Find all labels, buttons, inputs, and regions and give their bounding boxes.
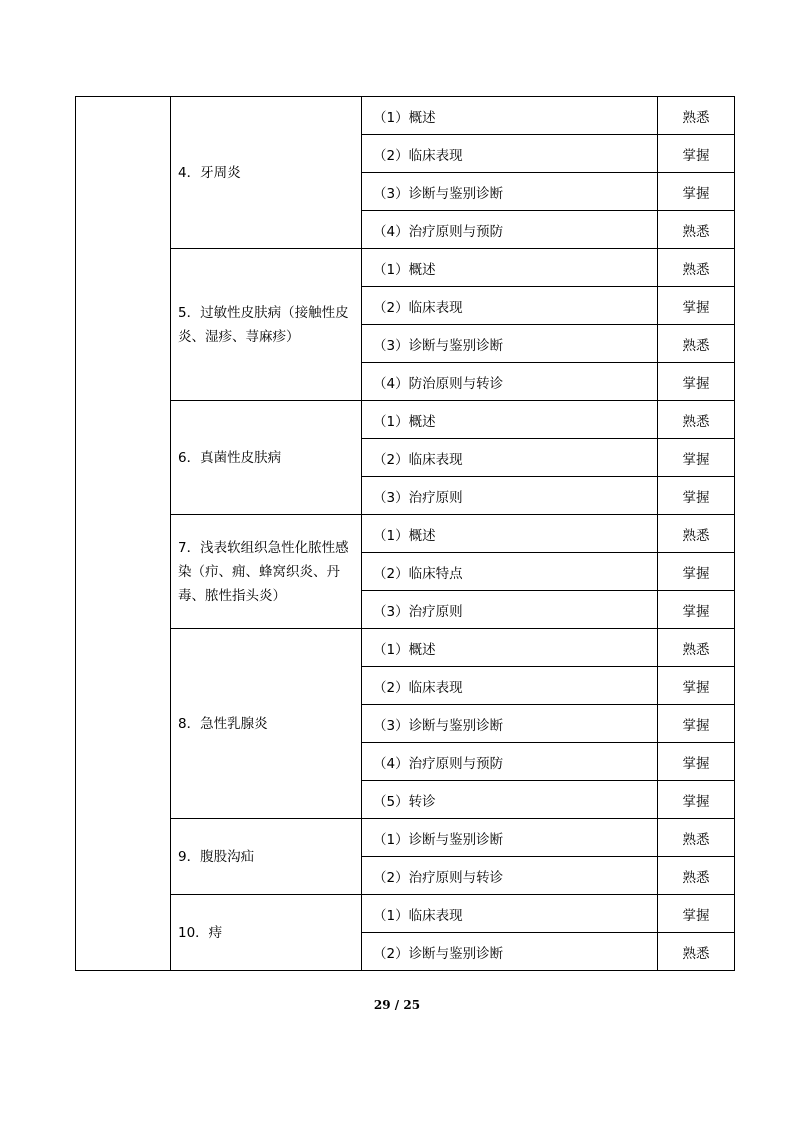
table-row bbox=[76, 629, 735, 667]
requirement-level-cell: 掌握 bbox=[658, 553, 735, 591]
requirement-level-cell: 掌握 bbox=[658, 591, 735, 629]
content-item-cell: （2）诊断与鉴别诊断 bbox=[362, 933, 658, 971]
content-item-cell: （3）治疗原则 bbox=[362, 477, 658, 515]
content-item-cell: （1）临床表现 bbox=[362, 895, 658, 933]
requirement-level-cell: 掌握 bbox=[658, 135, 735, 173]
topic-cell: 5．过敏性皮肤病（接触性皮炎、湿疹、荨麻疹） bbox=[171, 249, 362, 401]
table-row bbox=[76, 97, 735, 135]
syllabus-table bbox=[75, 96, 735, 971]
content-item-cell: （1）概述 bbox=[362, 249, 658, 287]
requirement-level-cell: 熟悉 bbox=[658, 819, 735, 857]
content-item-cell: （1）概述 bbox=[362, 629, 658, 667]
content-item-cell: （2）临床表现 bbox=[362, 667, 658, 705]
requirement-level-cell: 掌握 bbox=[658, 895, 735, 933]
content-item-cell: （2）临床表现 bbox=[362, 439, 658, 477]
topic-cell: 9．腹股沟疝 bbox=[171, 819, 362, 895]
content-item-cell: （2）治疗原则与转诊 bbox=[362, 857, 658, 895]
content-item-cell: （3）诊断与鉴别诊断 bbox=[362, 705, 658, 743]
topic-cell: 4．牙周炎 bbox=[171, 97, 362, 249]
content-item-cell: （4）治疗原则与预防 bbox=[362, 743, 658, 781]
content-item-cell: （1）诊断与鉴别诊断 bbox=[362, 819, 658, 857]
content-item-cell: （3）诊断与鉴别诊断 bbox=[362, 173, 658, 211]
content-item-cell: （2）临床表现 bbox=[362, 287, 658, 325]
table-row bbox=[76, 515, 735, 553]
requirement-level-cell: 熟悉 bbox=[658, 857, 735, 895]
requirement-level-cell: 熟悉 bbox=[658, 933, 735, 971]
content-item-cell: （2）临床表现 bbox=[362, 135, 658, 173]
requirement-level-cell: 掌握 bbox=[658, 477, 735, 515]
requirement-level-cell: 掌握 bbox=[658, 287, 735, 325]
table-row bbox=[76, 819, 735, 857]
requirement-level-cell: 掌握 bbox=[658, 439, 735, 477]
content-item-cell: （1）概述 bbox=[362, 401, 658, 439]
table-row bbox=[76, 401, 735, 439]
content-item-cell: （5）转诊 bbox=[362, 781, 658, 819]
table-row bbox=[76, 895, 735, 933]
requirement-level-cell: 熟悉 bbox=[658, 211, 735, 249]
requirement-level-cell: 掌握 bbox=[658, 743, 735, 781]
topic-cell: 7．浅表软组织急性化脓性感染（疖、痈、蜂窝织炎、丹毒、脓性指头炎） bbox=[171, 515, 362, 629]
requirement-level-cell: 掌握 bbox=[658, 667, 735, 705]
page-number: 29 / 25 bbox=[373, 998, 421, 1012]
content-item-cell: （4）防治原则与转诊 bbox=[362, 363, 658, 401]
content-item-cell: （3）诊断与鉴别诊断 bbox=[362, 325, 658, 363]
table-row bbox=[76, 249, 735, 287]
syllabus-table-body bbox=[76, 97, 735, 971]
topic-cell: 6．真菌性皮肤病 bbox=[171, 401, 362, 515]
category-cell bbox=[76, 97, 171, 971]
requirement-level-cell: 熟悉 bbox=[658, 629, 735, 667]
topic-cell: 10．痔 bbox=[171, 895, 362, 971]
requirement-level-cell: 熟悉 bbox=[658, 401, 735, 439]
requirement-level-cell: 掌握 bbox=[658, 363, 735, 401]
requirement-level-cell: 掌握 bbox=[658, 781, 735, 819]
requirement-level-cell: 熟悉 bbox=[658, 515, 735, 553]
requirement-level-cell: 熟悉 bbox=[658, 97, 735, 135]
content-item-cell: （1）概述 bbox=[362, 97, 658, 135]
content-item-cell: （1）概述 bbox=[362, 515, 658, 553]
content-item-cell: （3）治疗原则 bbox=[362, 591, 658, 629]
content-item-cell: （2）临床特点 bbox=[362, 553, 658, 591]
topic-cell: 8．急性乳腺炎 bbox=[171, 629, 362, 819]
requirement-level-cell: 掌握 bbox=[658, 705, 735, 743]
requirement-level-cell: 掌握 bbox=[658, 173, 735, 211]
requirement-level-cell: 熟悉 bbox=[658, 325, 735, 363]
content-item-cell: （4）治疗原则与预防 bbox=[362, 211, 658, 249]
requirement-level-cell: 熟悉 bbox=[658, 249, 735, 287]
